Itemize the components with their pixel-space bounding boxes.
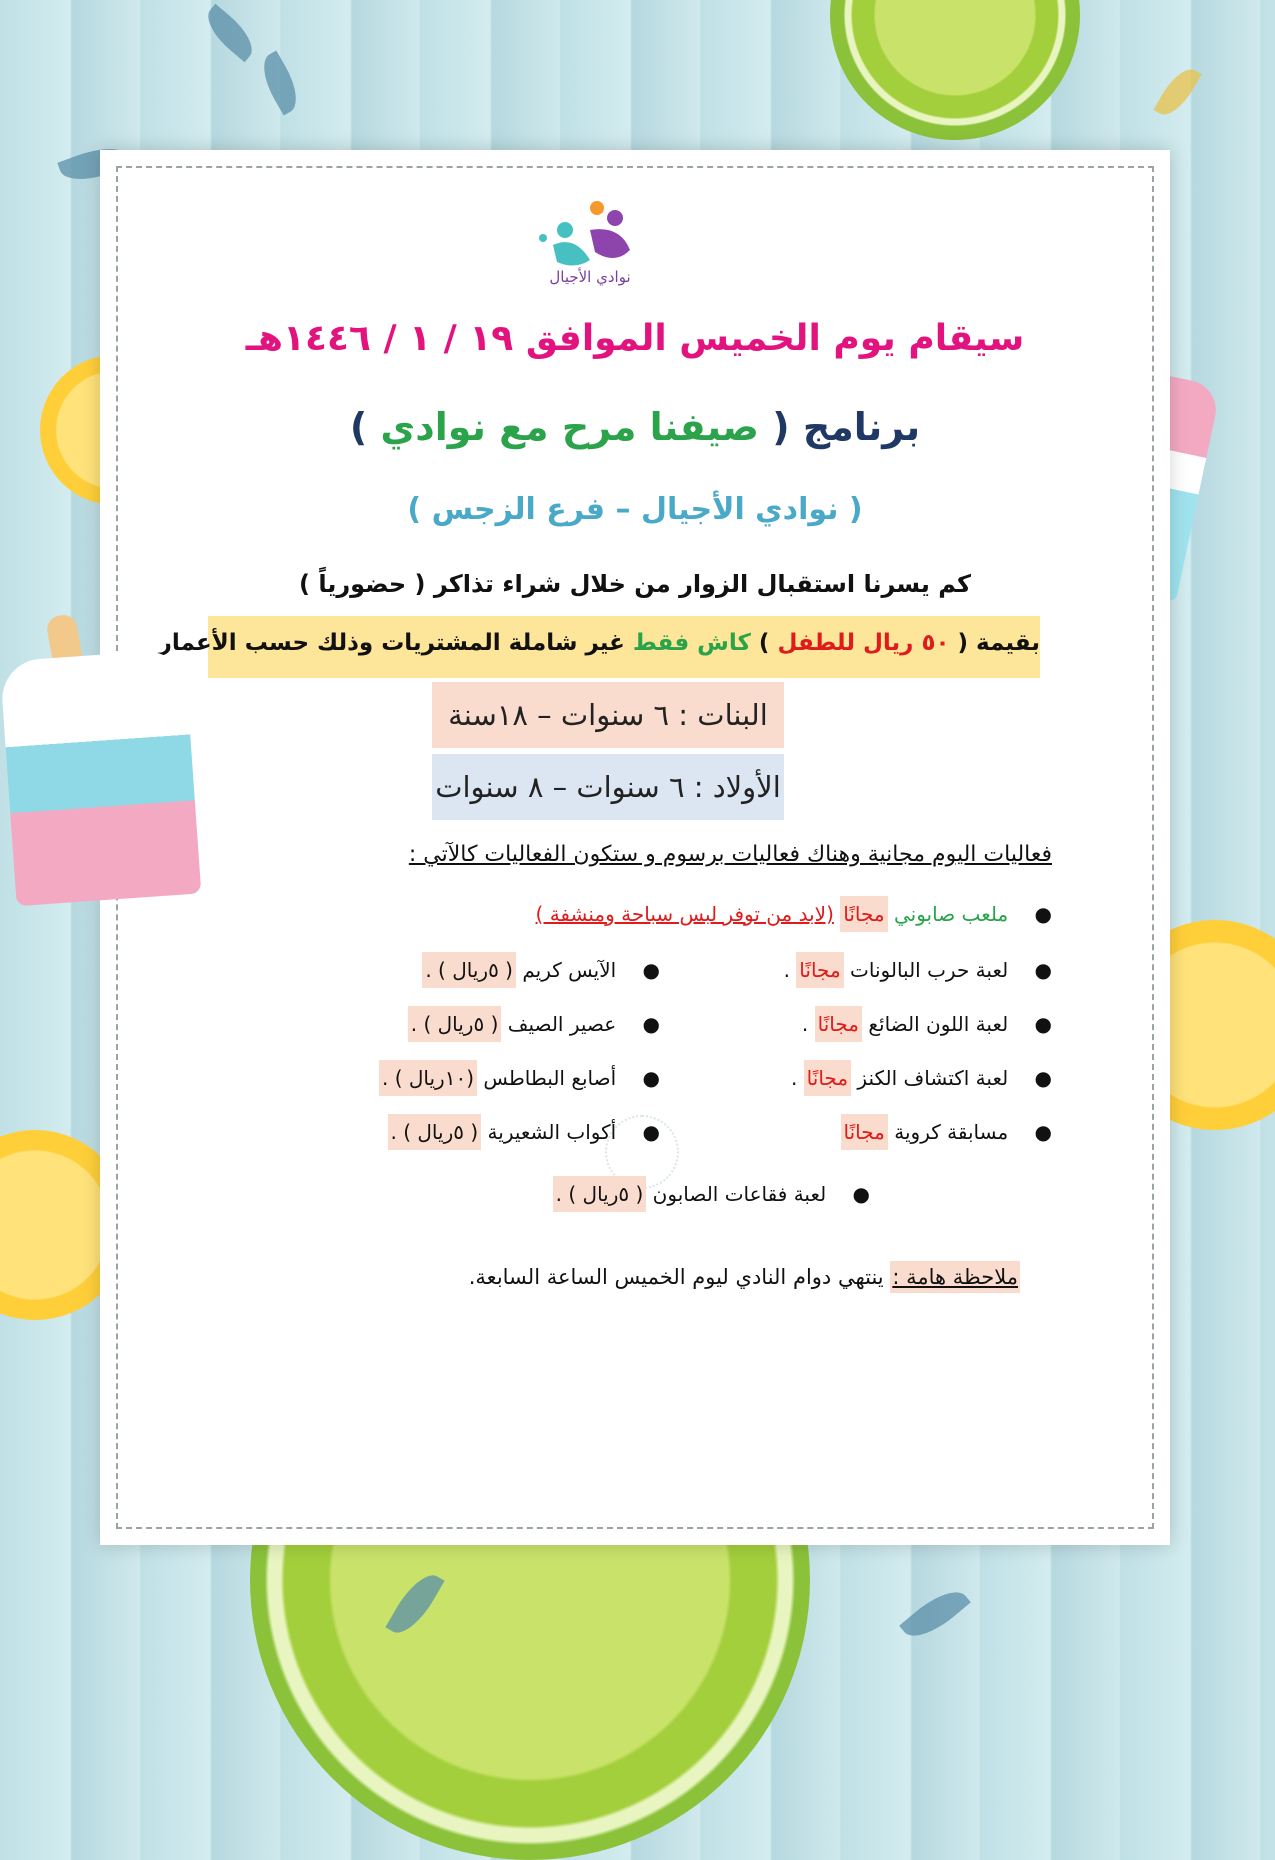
- list-item: [553, 1182, 870, 1206]
- paren-open: (: [772, 405, 790, 449]
- free-label: مجانًا: [804, 1060, 851, 1096]
- item-end: .: [801, 1012, 809, 1036]
- item-name: لعبة فقاعات الصابون: [652, 1182, 827, 1206]
- note-text: ينتهي دوام النادي ليوم الخميس الساعة السابعة.: [468, 1265, 884, 1289]
- program-name: صيفنا مرح مع نوادي: [380, 405, 759, 449]
- bullet-icon: ●: [852, 1182, 870, 1206]
- flyer-card: [100, 150, 1170, 1545]
- bullet-icon: ●: [642, 958, 660, 982]
- list-item: [802, 1012, 1052, 1036]
- girls-age-box: [432, 682, 784, 748]
- leaf-decoration: [1153, 62, 1201, 122]
- list-item: [784, 958, 1052, 982]
- bullet-icon: ●: [642, 1120, 660, 1144]
- boys-age-box: [432, 754, 784, 820]
- cash-only: كاش فقط: [632, 630, 751, 656]
- list-item: [422, 958, 660, 982]
- item-end: .: [790, 1066, 798, 1090]
- event-date-title: سيقام يوم الخميس الموافق ١٩ / ١ / ١٤٤٦هـ: [245, 318, 1025, 359]
- boys-age: الأولاد : ٦ سنوات – ٨ سنوات: [435, 770, 781, 804]
- logo-caption: نوادي الأجيال: [549, 268, 631, 286]
- item-condition: (لابد من توفر لبس سباحة ومنشفة ): [535, 902, 834, 926]
- item-price: ( ٥ريال ) .: [388, 1114, 482, 1150]
- free-label: مجانًا: [841, 1114, 888, 1150]
- list-item: [536, 902, 1052, 926]
- bullet-icon: ●: [1034, 1012, 1052, 1036]
- free-label: مجانًا: [840, 896, 887, 932]
- list-item: [408, 1012, 660, 1036]
- leaf-decoration: [254, 51, 307, 116]
- item-name: ملعب صابوني: [893, 902, 1009, 926]
- item-price: (١٠ريال ) .: [379, 1060, 477, 1096]
- bullet-icon: ●: [1034, 1066, 1052, 1090]
- item-price: ( ٥ريال ) .: [422, 952, 516, 988]
- price-amount: ٥٠ ريال للطفل: [777, 630, 950, 656]
- bullet-icon: ●: [642, 1012, 660, 1036]
- bullet-icon: ●: [1034, 902, 1052, 926]
- item-end: .: [783, 958, 790, 982]
- item-price: ( ٥ريال ) .: [408, 1006, 502, 1042]
- item-price: ( ٥ريال ) .: [553, 1176, 647, 1212]
- important-note: [469, 1265, 1020, 1289]
- item-name: لعبة اكتشاف الكنز: [857, 1066, 1009, 1090]
- item-name: الآيس كريم: [522, 958, 617, 982]
- paren-close: ): [349, 405, 368, 449]
- item-name: لعبة حرب البالونات: [850, 958, 1009, 982]
- free-label: مجانًا: [796, 952, 843, 988]
- list-item: [388, 1120, 660, 1144]
- girls-age: البنات : ٦ سنوات – ١٨سنة: [448, 698, 768, 732]
- price-prefix: بقيمة (: [957, 630, 1040, 656]
- welcome-text: كم يسرنا استقبال الزوار من خلال شراء تذاكر ( حضورياً ): [299, 570, 971, 598]
- list-item: [379, 1066, 660, 1090]
- item-name: أكواب الشعيرية: [487, 1120, 617, 1144]
- lime-slice-decoration: [830, 0, 1080, 140]
- list-item: [841, 1120, 1052, 1144]
- program-title: [100, 405, 1170, 449]
- item-name: لعبة اللون الضائع: [868, 1012, 1009, 1036]
- branch-name: ( نوادي الأجيال – فرع الزجس ): [407, 492, 863, 527]
- bullet-icon: ●: [1034, 1120, 1052, 1144]
- price-banner: [158, 616, 1040, 678]
- item-name: عصير الصيف: [507, 1012, 617, 1036]
- popsicle-decoration: [0, 649, 201, 906]
- item-name: مسابقة كروية: [894, 1120, 1009, 1144]
- free-label: مجانًا: [815, 1006, 862, 1042]
- list-item: [791, 1066, 1052, 1090]
- program-word: برنامج: [802, 405, 921, 449]
- leaf-decoration: [199, 4, 262, 62]
- leaf-decoration: [899, 1581, 971, 1647]
- price-mid: ): [758, 630, 770, 656]
- bullet-icon: ●: [1034, 958, 1052, 982]
- item-name: أصابع البطاطس: [483, 1066, 617, 1090]
- bullet-icon: ●: [642, 1066, 660, 1090]
- activities-title: فعاليات اليوم مجانية وهناك فعاليات برسوم و ستكون الفعاليات كالآتي :: [408, 842, 1052, 867]
- price-suffix: غير شاملة المشتريات وذلك حسب الأعمار: [158, 630, 625, 656]
- note-label: ملاحظة هامة :: [890, 1261, 1020, 1293]
